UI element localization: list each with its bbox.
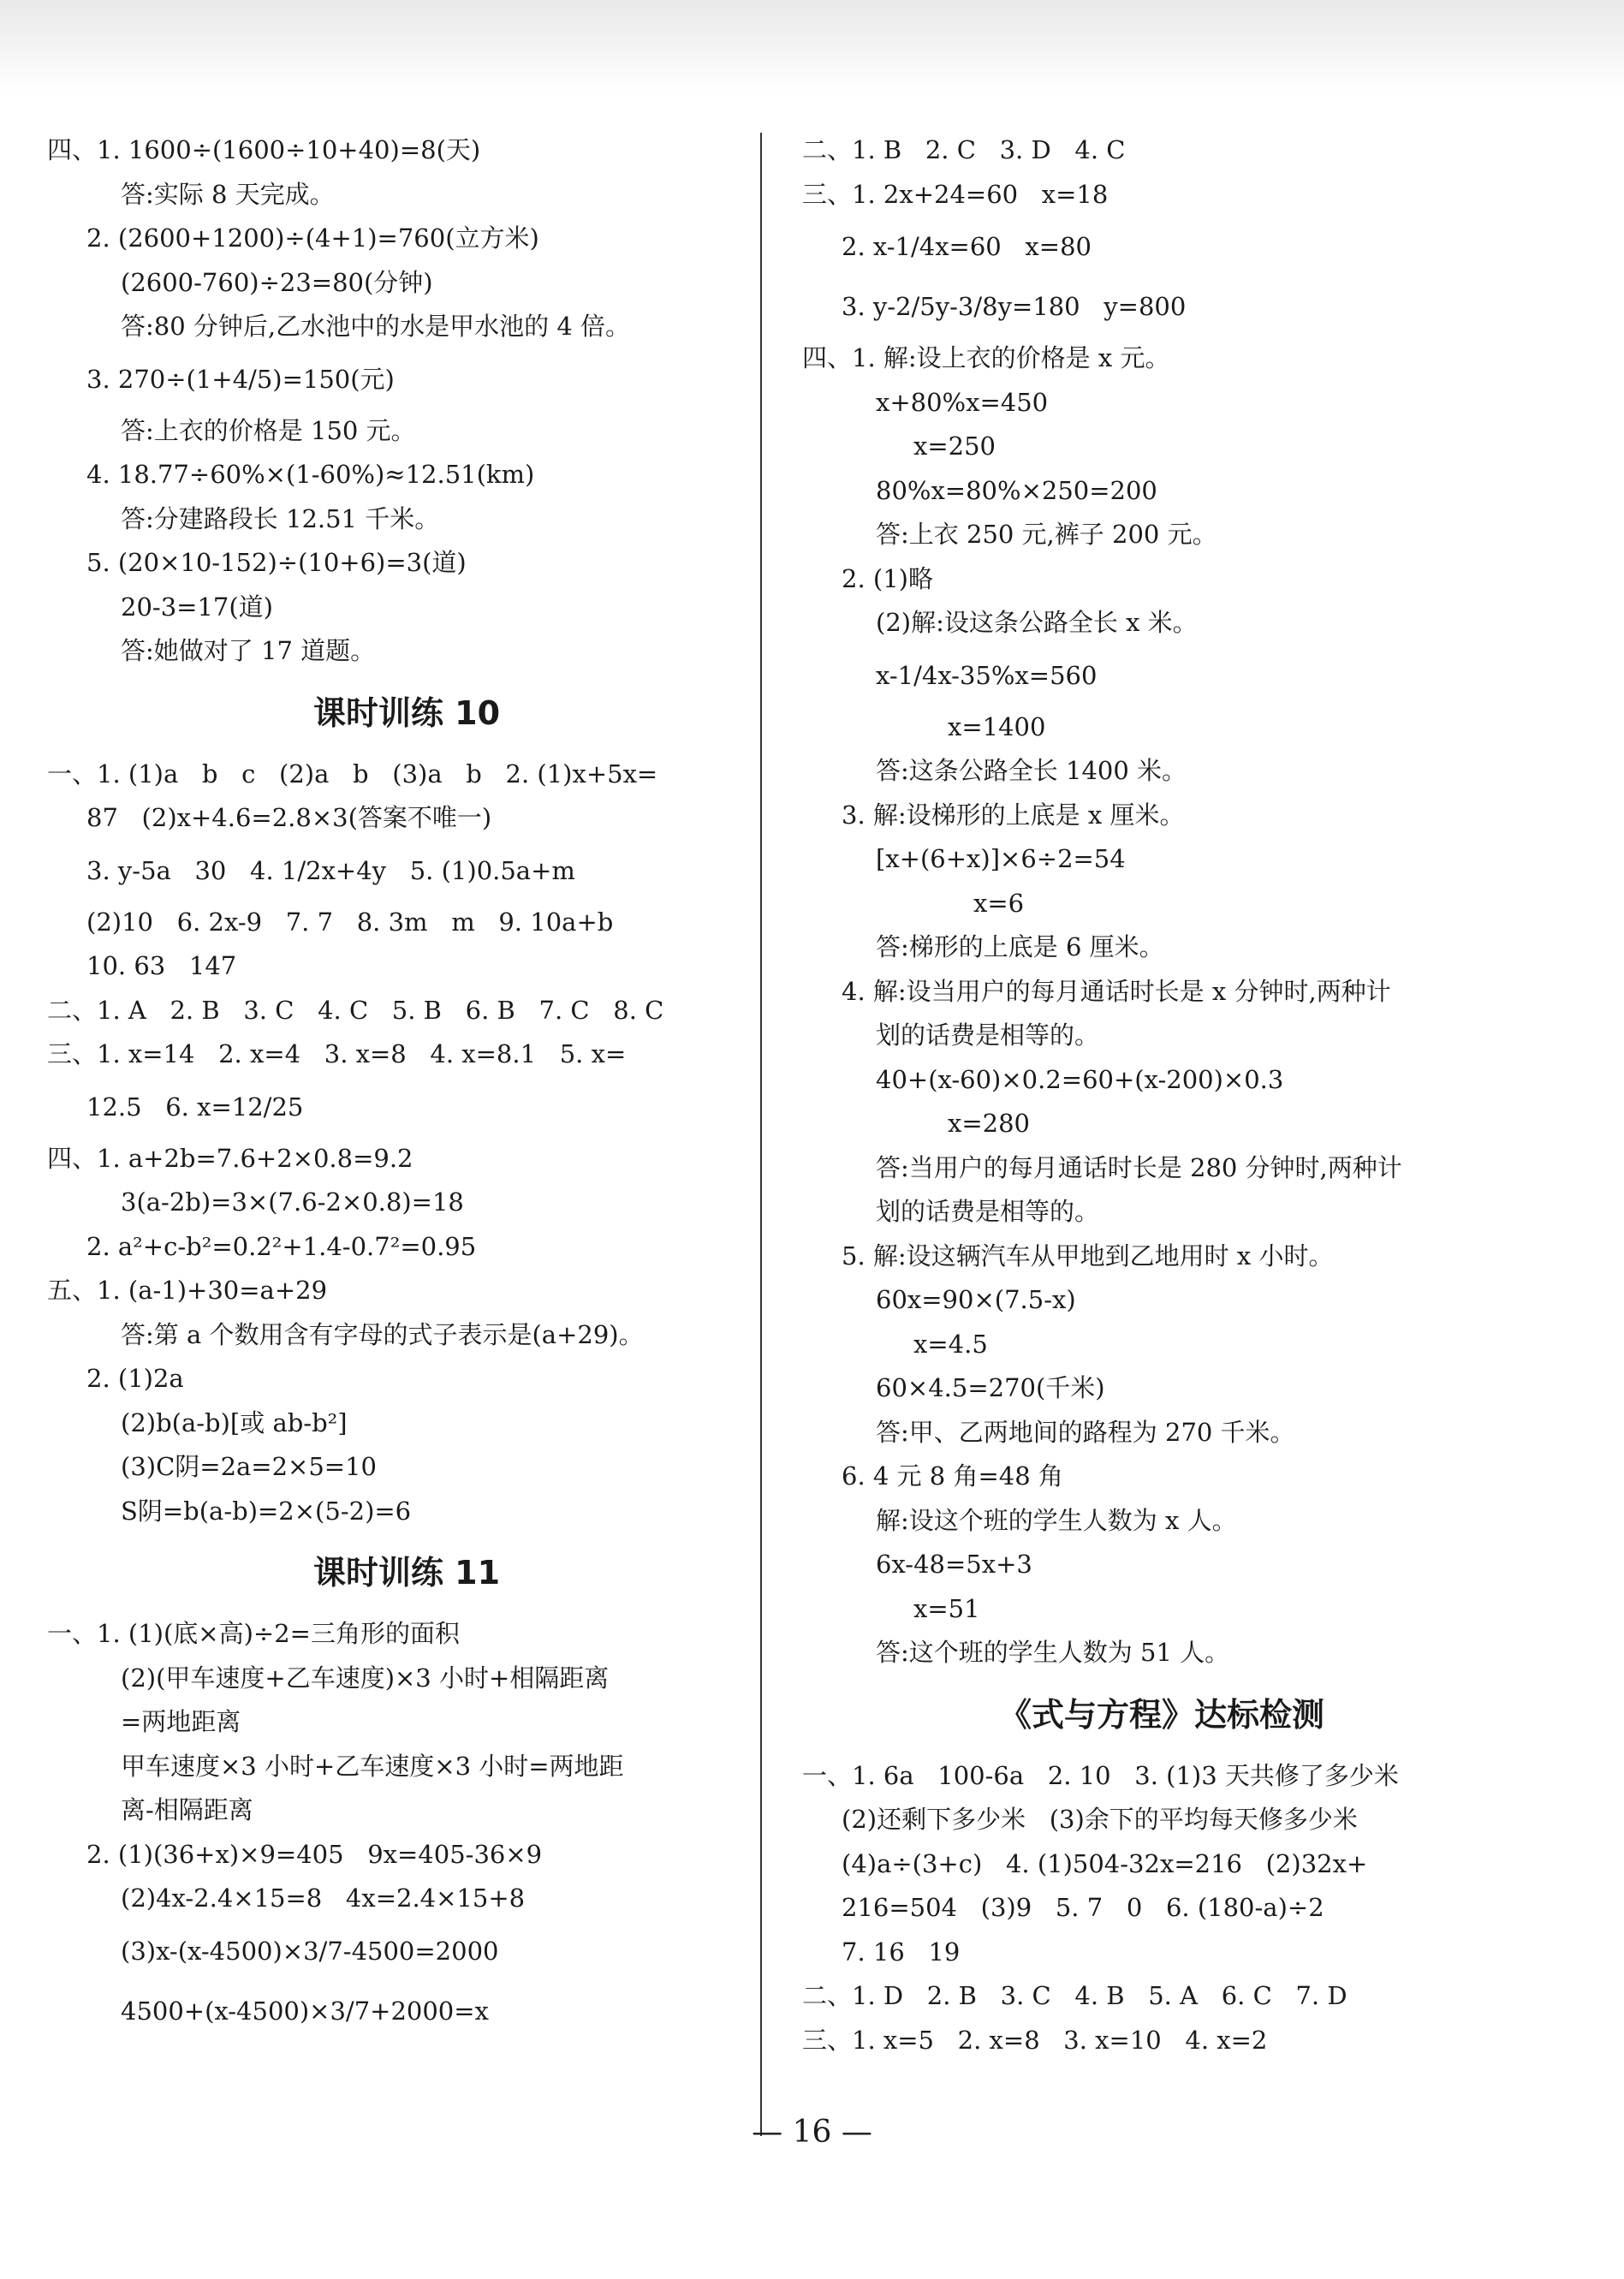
answer-line: (2)4x-2.4×15=8 4x=2.4×15+8 <box>121 1883 526 1913</box>
answer-line: 答:这个班的学生人数为 51 人。 <box>876 1638 1230 1667</box>
answer-line: 答:上衣的价格是 150 元。 <box>121 415 416 445</box>
answer-line: 4. 18.77÷60%×(1-60%)≈12.51(km) <box>86 460 535 489</box>
page-number: — 16 — <box>752 2115 872 2150</box>
answer-line: 2. (1)(36+x)×9=405 9x=405-36×9 <box>86 1839 543 1869</box>
column-divider <box>760 133 762 2136</box>
answer-line: x+80%x=450 <box>876 387 1049 417</box>
answer-line: 二、1. A 2. B 3. C 4. C 5. B 6. B 7. C 8. C <box>47 995 664 1025</box>
answer-line: 12.5 6. x=12/25 <box>86 1092 304 1122</box>
answer-line: 答:实际 8 天完成。 <box>121 179 335 209</box>
answer-line: (3)C阴=2a=2×5=10 <box>121 1452 378 1481</box>
scan-shadow <box>0 0 1624 94</box>
answer-line: 10. 63 147 <box>86 951 237 980</box>
answer-line: 3. 解:设梯形的上底是 x 厘米。 <box>842 800 1185 830</box>
answer-line: 6x-48=5x+3 <box>876 1550 1032 1579</box>
answer-line: 6. 4 元 8 角=48 角 <box>842 1461 1063 1491</box>
answer-line: 60x=90×(7.5-x) <box>876 1285 1076 1314</box>
answer-line: 4500+(x-4500)×3/7+2000=x <box>121 1996 489 2026</box>
answer-line: 二、1. D 2. B 3. C 4. B 5. A 6. C 7. D <box>802 1981 1347 2010</box>
answer-line: 一、1. 6a 100-6a 2. 10 3. (1)3 天共修了多少米 <box>802 1760 1399 1790</box>
answer-line: =两地距离 <box>121 1707 241 1736</box>
answer-line: 2. x-1/4x=60 x=80 <box>842 232 1092 261</box>
answer-line: 20-3=17(道) <box>121 592 273 622</box>
answer-line: 四、1. 1600÷(1600÷10+40)=8(天) <box>47 135 481 164</box>
answer-line: 甲车速度×3 小时+乙车速度×3 小时=两地距 <box>121 1751 624 1781</box>
answer-line: 二、1. B 2. C 3. D 4. C <box>802 135 1126 164</box>
answer-line: 划的话费是相等的。 <box>876 1020 1100 1050</box>
answer-line: x=1400 <box>948 711 1046 741</box>
answer-line: (2)b(a-b)[或 ab-b²] <box>121 1407 348 1437</box>
section-title: 《式与方程》达标检测 <box>998 1695 1324 1734</box>
answer-line: (2)10 6. 2x-9 7. 7 8. 3m m 9. 10a+b <box>86 907 614 937</box>
answer-line: (2600-760)÷23=80(分钟) <box>121 267 433 297</box>
section-title: 课时训练 11 <box>312 1554 501 1592</box>
answer-line: 答:80 分钟后,乙水池中的水是甲水池的 4 倍。 <box>121 312 630 341</box>
answer-line: 答:上衣 250 元,裤子 200 元。 <box>876 520 1217 549</box>
answer-line: 40+(x-60)×0.2=60+(x-200)×0.3 <box>876 1064 1284 1094</box>
answer-line: 答:梯形的上底是 6 厘米。 <box>876 932 1164 961</box>
answer-line: 2. (1)略 <box>842 563 933 593</box>
answer-line: 3. y-5a 30 4. 1/2x+4y 5. (1)0.5a+m <box>86 855 575 885</box>
answer-line: 答:她做对了 17 道题。 <box>121 636 376 665</box>
answer-line: (2)还剩下多少米 (3)余下的平均每天修多少米 <box>842 1805 1358 1834</box>
answer-line: 2. (2600+1200)÷(4+1)=760(立方米) <box>86 223 539 253</box>
answer-line: 五、1. (a-1)+30=a+29 <box>47 1276 328 1305</box>
answer-line: 4. 解:设当用户的每月通话时长是 x 分钟时,两种计 <box>842 976 1391 1006</box>
answer-line: 四、1. 解:设上衣的价格是 x 元。 <box>802 343 1170 372</box>
right-column <box>802 128 1521 2062</box>
answer-line: (2)(甲车速度+乙车速度)×3 小时+相隔距离 <box>121 1663 610 1693</box>
answer-line: (4)a÷(3+c) 4. (1)504-32x=216 (2)32x+ <box>842 1848 1368 1878</box>
answer-line: x=51 <box>913 1593 980 1623</box>
answer-line: x-1/4x-35%x=560 <box>876 660 1098 690</box>
answer-line: 3. y-2/5y-3/8y=180 y=800 <box>842 292 1187 321</box>
answer-line: 7. 16 19 <box>842 1937 961 1967</box>
answer-line: 87 (2)x+4.6=2.8×3(答案不唯一) <box>86 803 492 832</box>
answer-line: 2. a²+c-b²=0.2²+1.4-0.7²=0.95 <box>86 1231 477 1261</box>
answer-line: 5. (20×10-152)÷(10+6)=3(道) <box>86 548 467 577</box>
section-title: 课时训练 10 <box>312 693 501 732</box>
answer-line: 2. (1)2a <box>86 1364 184 1393</box>
answer-line: x=250 <box>913 431 996 461</box>
answer-line: 三、1. x=5 2. x=8 3. x=10 4. x=2 <box>802 2025 1268 2055</box>
answer-line: 3(a-2b)=3×(7.6-2×0.8)=18 <box>121 1187 464 1217</box>
answer-line: x=4.5 <box>913 1329 988 1359</box>
answer-line: 60×4.5=270(千米) <box>876 1373 1105 1402</box>
answer-line: 3. 270÷(1+4/5)=150(元) <box>86 364 395 394</box>
answer-line: 一、1. (1)(底×高)÷2=三角形的面积 <box>47 1619 460 1648</box>
answer-line: 解:设这个班的学生人数为 x 人。 <box>876 1505 1237 1535</box>
answer-line: 5. 解:设这辆汽车从甲地到乙地用时 x 小时。 <box>842 1241 1334 1270</box>
answer-line: 216=504 (3)9 5. 7 0 6. (180-a)÷2 <box>842 1893 1324 1922</box>
answer-line: 答:分建路段长 12.51 千米。 <box>121 503 440 533</box>
answer-line: 80%x=80%×250=200 <box>876 475 1157 505</box>
answer-line: x=280 <box>948 1109 1031 1138</box>
answer-line: 答:第 a 个数用含有字母的式子表示是(a+29)。 <box>121 1319 644 1349</box>
answer-line: (2)解:设这条公路全长 x 米。 <box>876 608 1198 637</box>
answer-line: (3)x-(x-4500)×3/7-4500=2000 <box>121 1936 499 1966</box>
answer-line: 三、1. x=14 2. x=4 3. x=8 4. x=8.1 5. x= <box>47 1039 627 1068</box>
answer-line: 答:甲、乙两地间的路程为 270 千米。 <box>876 1417 1295 1447</box>
left-column <box>47 128 766 2041</box>
answer-line: 离-相隔距离 <box>121 1795 253 1824</box>
answer-line: 三、1. 2x+24=60 x=18 <box>802 179 1109 209</box>
answer-line: 答:当用户的每月通话时长是 280 分钟时,两种计 <box>876 1152 1402 1182</box>
answer-line: [x+(6+x)]×6÷2=54 <box>876 844 1126 873</box>
answer-line: 划的话费是相等的。 <box>876 1197 1100 1226</box>
answer-line: 一、1. (1)a b c (2)a b (3)a b 2. (1)x+5x= <box>47 759 658 788</box>
answer-line: S阴=b(a-b)=2×(5-2)=6 <box>121 1496 412 1526</box>
answer-line: 四、1. a+2b=7.6+2×0.8=9.2 <box>47 1143 413 1173</box>
answer-line: 答:这条公路全长 1400 米。 <box>876 756 1187 785</box>
answer-line: x=6 <box>973 888 1025 918</box>
